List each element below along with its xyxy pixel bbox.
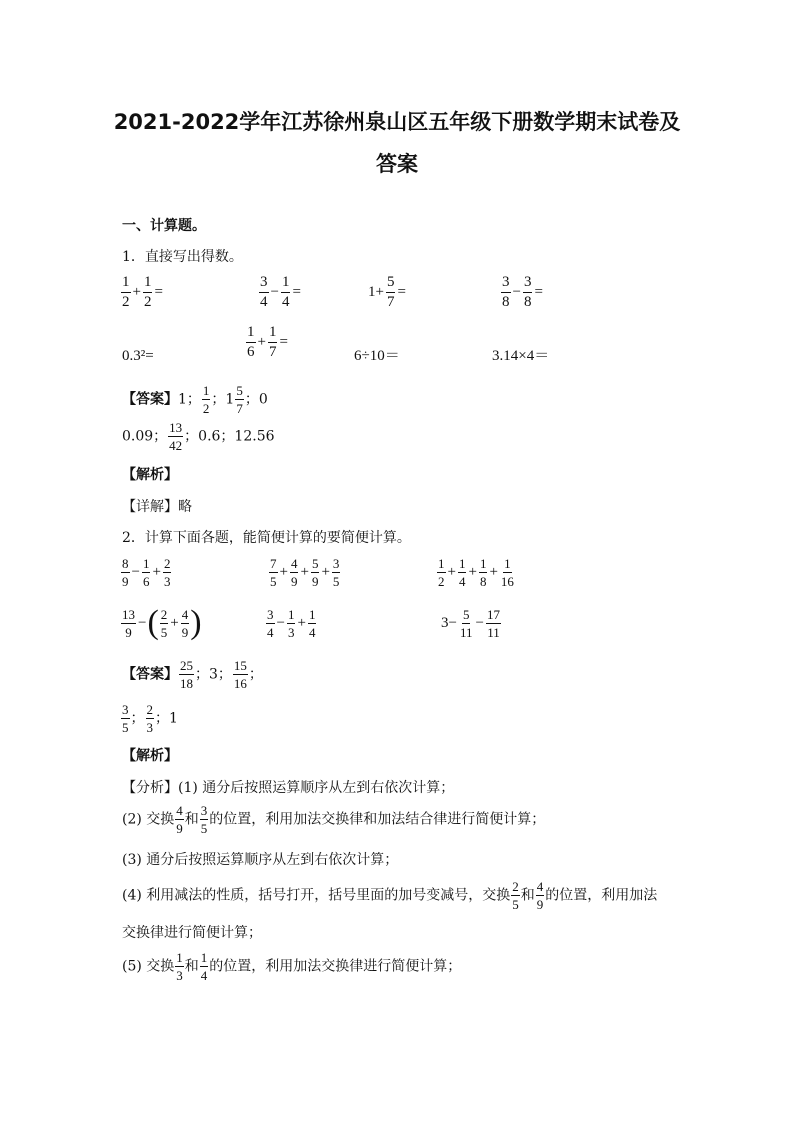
fraction: $\frac{13}{9}$ (122, 606, 135, 640)
q2-step-3: (3) 通分后按照运算顺序从左到右依次计算； (122, 852, 399, 868)
fraction: $\frac{5}{9}$ (311, 556, 319, 589)
fraction: $\frac{5}{11}$ (459, 607, 473, 640)
q2-step-2: (2) 交换 $\frac{4}{9}$ 和 $\frac{3}{5}$ 的位置，利用加法交换律和加法结合律进行简便计算； (122, 803, 546, 836)
fraction: $\frac{25}{18}$ (180, 658, 193, 691)
fraction: $\frac{15}{16}$ (233, 658, 247, 691)
q1-analysis-label: 【解析】 (122, 467, 178, 483)
q1-detail: 【详解】略 (122, 499, 192, 515)
fraction: $\frac{4}{9}$ (290, 556, 298, 589)
q1-expr-e: 0.3²= (122, 348, 154, 364)
fraction: $\frac{4}{9}$ (181, 606, 189, 640)
fraction: $\frac{8}{9}$ (122, 556, 129, 589)
fraction: $\frac{1}{6}$ (247, 324, 255, 360)
fraction: $\frac{1}{4}$ (200, 950, 208, 983)
fraction: $\frac{13}{42}$ (169, 420, 183, 453)
answer-label: 【答案】 (122, 666, 178, 683)
fraction: $\frac{2}{3}$ (163, 556, 171, 589)
fraction: $\frac{1}{2}$ (202, 383, 210, 416)
fraction: $\frac{1}{4}$ (308, 607, 316, 640)
q1-answer-line1: 【答案】1； $\frac{1}{2}$ ；1 $\frac{5}{7}$ ；0 (122, 383, 268, 416)
q2-expr-4: $\frac{13}{9}$ −( $\frac{2}{5}$ + $\frac{4}{9}$ ) (122, 604, 202, 641)
fraction: $\frac{3}{5}$ (200, 803, 208, 836)
answer-label: 【答案】 (122, 391, 178, 408)
fraction: $\frac{4}{9}$ (536, 879, 544, 912)
fraction: $\frac{5}{7}$ (236, 383, 243, 416)
fraction: $\frac{1}{8}$ (479, 556, 487, 589)
section-heading: 一、计算题。 (122, 218, 206, 234)
q2-step-4: (4) 利用减法的性质，括号打开，括号里面的加号变减号，交换 $\frac{2}{5}$ 和 $\frac{4}{9}$ 的位置，利用加法 (122, 879, 658, 912)
fraction: $\frac{1}{6}$ (142, 556, 150, 589)
fraction: $\frac{1}{16}$ (500, 556, 514, 589)
fraction: $\frac{2}{5}$ (512, 879, 519, 912)
q1-expr-g: 6÷10＝ (354, 348, 400, 364)
fraction: $\frac{5}{7}$ (386, 274, 395, 310)
fraction: $\frac{1}{2}$ (438, 556, 445, 589)
fraction: $\frac{3}{4}$ (267, 607, 274, 640)
fraction: $\frac{1}{2}$ (122, 274, 130, 310)
document-title: 2021-2022学年江苏徐州泉山区五年级下册数学期末试卷及 (113, 110, 681, 134)
fraction: $\frac{3}{4}$ (260, 274, 268, 310)
q1-expr-h: 3.14×4＝ (492, 348, 550, 364)
fraction: $\frac{1}{7}$ (268, 324, 277, 360)
fraction: $\frac{2}{5}$ (160, 606, 168, 640)
fraction: $\frac{4}{9}$ (176, 803, 183, 836)
fraction: $\frac{1}{3}$ (176, 950, 183, 983)
question-1-prompt: 1．直接写出得数。 (122, 249, 243, 265)
q2-step-4-cont: 交换律进行简便计算； (122, 925, 262, 941)
q2-answer-line1: 【答案】 $\frac{25}{18}$ ；3； $\frac{15}{16}$ ； (122, 658, 263, 691)
fraction: $\frac{1}{4}$ (281, 274, 290, 310)
q2-expr-5: $\frac{3}{4}$ − $\frac{1}{3}$ + $\frac{1}{4}$ (267, 607, 316, 640)
q2-expr-2: $\frac{7}{5}$ + $\frac{4}{9}$ + $\frac{5}{9}$ + $\frac{3}{5}$ (270, 556, 340, 589)
q2-step-5: (5) 交换 $\frac{1}{3}$ 和 $\frac{1}{4}$ 的位置，利用加法交换律进行简便计算； (122, 950, 462, 983)
q2-step-1: 【分析】(1) 通分后按照运算顺序从左到右依次计算； (122, 780, 455, 796)
fraction: $\frac{3}{5}$ (122, 702, 129, 735)
q2-expr-3: $\frac{1}{2}$ + $\frac{1}{4}$ + $\frac{1}{8}$ + $\frac{1}{16}$ (438, 556, 514, 589)
fraction: $\frac{3}{5}$ (332, 556, 340, 589)
fraction: $\frac{2}{3}$ (146, 702, 153, 735)
q1-expr-c: 1+ $\frac{5}{7}$ = (368, 274, 406, 310)
q2-expr-1: $\frac{8}{9}$ − $\frac{1}{6}$ + $\frac{2}{3}$ (122, 556, 171, 589)
document-title-line2: 答案 (376, 152, 418, 176)
q1-expr-d: $\frac{3}{8}$ − $\frac{3}{8}$ = (502, 274, 543, 310)
q1-expr-f: $\frac{1}{6}$ + $\frac{1}{7}$ = (247, 324, 288, 360)
q2-analysis-label: 【解析】 (122, 748, 178, 764)
fraction: $\frac{7}{5}$ (270, 556, 277, 589)
q1-expr-b: $\frac{3}{4}$ − $\frac{1}{4}$ = (260, 274, 301, 310)
question-2-prompt: 2．计算下面各题，能简便计算的要简便计算。 (122, 530, 411, 546)
q1-answer-line2: 0.09； $\frac{13}{42}$ ；0.6；12.56 (122, 420, 275, 453)
fraction: $\frac{1}{3}$ (287, 607, 295, 640)
fraction: $\frac{3}{8}$ (523, 274, 532, 310)
fraction: $\frac{1}{4}$ (458, 556, 466, 589)
fraction: $\frac{3}{8}$ (502, 274, 510, 310)
q1-expr-a: $\frac{1}{2}$ + $\frac{1}{2}$ = (122, 274, 163, 310)
fraction: $\frac{1}{2}$ (143, 274, 152, 310)
q2-answer-line2: $\frac{3}{5}$ ； $\frac{2}{3}$ ；1 (122, 702, 178, 735)
q2-expr-6: 3− $\frac{5}{11}$ − $\frac{17}{11}$ (441, 607, 500, 640)
fraction: $\frac{17}{11}$ (486, 607, 500, 640)
